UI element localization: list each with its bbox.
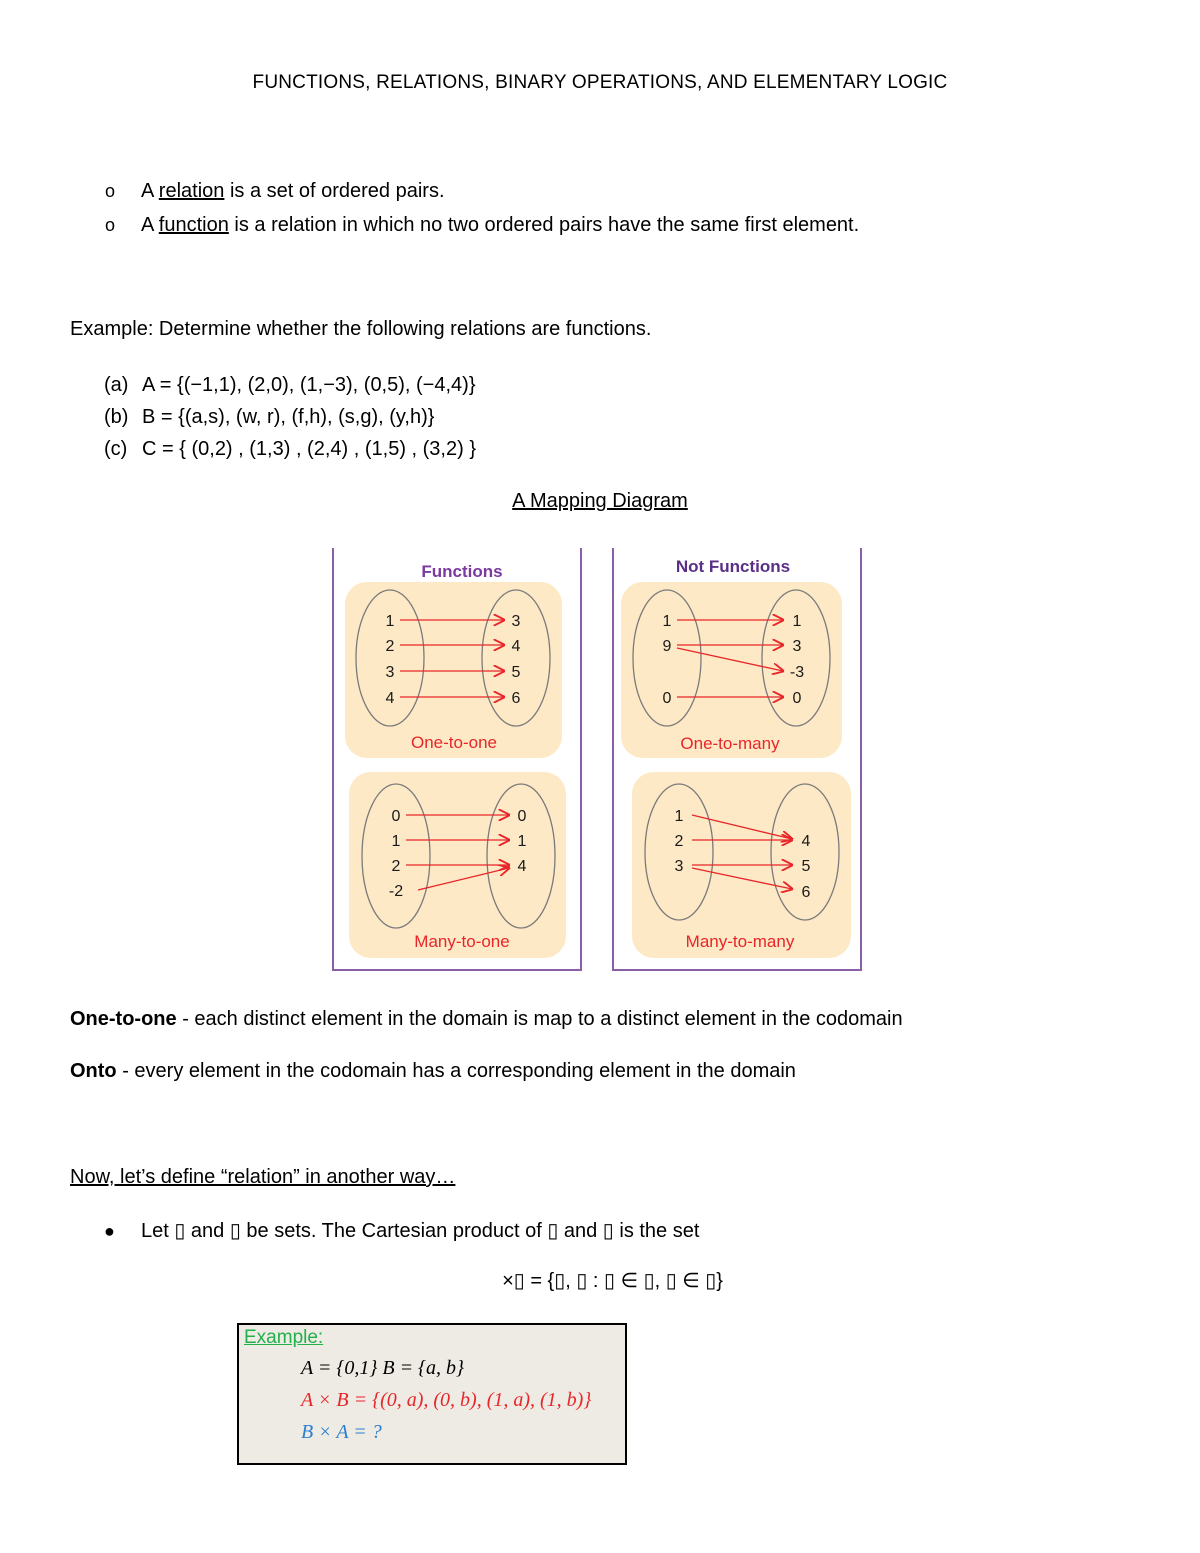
domain-value: 2 <box>391 858 401 875</box>
section-heading: Now, let’s define “relation” in another way… <box>70 1166 456 1188</box>
panel-one-to-one <box>345 582 562 758</box>
domain-value: 3 <box>385 664 395 681</box>
bullet-marker: ● <box>104 1221 115 1241</box>
bullet-post: is a set of ordered pairs. <box>224 180 445 202</box>
panel-one-to-many <box>621 582 842 758</box>
definition-term: One-to-one <box>70 1008 177 1030</box>
codomain-value: 4 <box>511 638 521 655</box>
codomain-value: 5 <box>511 664 521 681</box>
page-title: FUNCTIONS, RELATIONS, BINARY OPERATIONS, AND ELEMENTARY LOGIC <box>252 72 948 93</box>
relation-label: (a) <box>104 374 129 396</box>
codomain-value: 3 <box>511 613 521 630</box>
codomain-value: 5 <box>801 858 811 875</box>
domain-value: 1 <box>391 833 401 850</box>
relation-label: (c) <box>104 438 128 460</box>
domain-value: 9 <box>662 638 672 655</box>
domain-value: 4 <box>385 690 395 707</box>
example-box <box>237 1323 627 1465</box>
domain-value: 1 <box>385 613 395 630</box>
domain-value: 0 <box>391 808 401 825</box>
panel-caption: Many-to-many <box>685 932 795 951</box>
bullet-pre: A <box>141 214 159 236</box>
panel-caption: Many-to-one <box>414 932 510 951</box>
codomain-value: -3 <box>789 664 805 681</box>
codomain-value: 0 <box>517 808 527 825</box>
definition-text: - every element in the codomain has a corresponding element in the domain <box>116 1060 796 1082</box>
panel-caption: One-to-one <box>411 733 497 752</box>
not-functions-heading: Not Functions <box>675 557 791 576</box>
codomain-value: 3 <box>792 638 802 655</box>
domain-value: 3 <box>674 858 684 875</box>
cartesian-bullet <box>104 1218 699 1243</box>
relation-text: B = {(a,s), (w, r), (f,h), (s,g), (y,h)} <box>142 406 435 428</box>
domain-value: 1 <box>662 613 672 630</box>
definition-one-to-one <box>70 1008 903 1031</box>
domain-value: 2 <box>385 638 395 655</box>
panel-caption: One-to-many <box>680 734 780 753</box>
term-relation: relation <box>158 180 225 202</box>
domain-value: -2 <box>388 883 404 900</box>
example-line-question: B × A = ? <box>301 1421 382 1443</box>
domain-value: 1 <box>674 808 684 825</box>
relation-text: C = { (0,2) , (1,3) , (2,4) , (1,5) , (3,2) } <box>142 438 477 460</box>
domain-value: 2 <box>674 833 684 850</box>
example-heading: Example: Determine whether the following relations are functions. <box>70 318 652 340</box>
cartesian-formula: ×▯ = {▯, ▯ : ▯ ∈ ▯, ▯ ∈ ▯} <box>502 1270 723 1292</box>
cartesian-text: Let ▯ and ▯ be sets. The Cartesian product of ▯ and ▯ is the set <box>141 1220 700 1242</box>
example-label: Example: <box>244 1327 324 1348</box>
codomain-value: 6 <box>801 884 811 901</box>
bullet-marker: o <box>105 181 116 201</box>
definition-onto <box>70 1060 796 1083</box>
bullet-pre: A <box>141 180 159 202</box>
definition-text: - each distinct element in the domain is map to a distinct element in the codomain <box>176 1008 903 1030</box>
domain-value: 0 <box>662 690 672 707</box>
relation-label: (b) <box>104 406 129 428</box>
codomain-value: 4 <box>801 833 811 850</box>
example-line-sets: A = {0,1} B = {a, b} <box>301 1357 465 1379</box>
codomain-value: 1 <box>517 833 527 850</box>
bullet-marker: o <box>105 215 116 235</box>
example-line-product: A × B = {(0, a), (0, b), (1, a), (1, b)} <box>301 1389 592 1411</box>
codomain-value: 1 <box>792 613 802 630</box>
term-function: function <box>158 214 229 236</box>
functions-heading: Functions <box>421 562 503 581</box>
codomain-value: 0 <box>792 690 802 707</box>
codomain-value: 4 <box>517 858 527 875</box>
bullet-post: is a relation in which no two ordered pairs have the same first element. <box>228 214 860 236</box>
definition-term: Onto <box>70 1060 117 1082</box>
relation-text: A = {(−1,1), (2,0), (1,−3), (0,5), (−4,4)} <box>142 374 476 396</box>
codomain-value: 6 <box>511 690 521 707</box>
mapping-diagram-title: A Mapping Diagram <box>512 490 688 512</box>
